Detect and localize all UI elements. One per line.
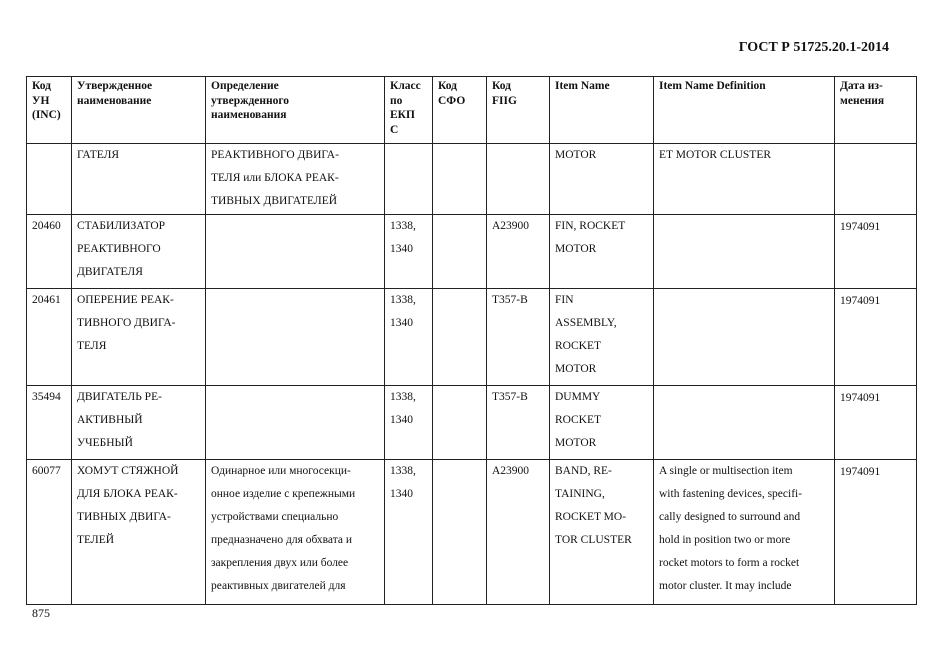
cell-text-line: A single or multisection item bbox=[659, 465, 793, 477]
cell-text-line: ASSEMBLY, bbox=[555, 317, 617, 329]
cell-text-line: FIN bbox=[555, 294, 574, 306]
cell-definition bbox=[206, 144, 385, 215]
cell-fiig bbox=[487, 144, 550, 215]
header-line: (INC) bbox=[32, 109, 61, 121]
cell-definition bbox=[206, 386, 385, 460]
cell-approved-name bbox=[72, 386, 206, 460]
classification-table bbox=[26, 76, 917, 605]
cell-text-line: 1338, bbox=[390, 391, 416, 403]
col-header-date bbox=[835, 77, 917, 144]
header-line: утвержденного bbox=[211, 94, 290, 107]
cell-text-line: ТИВНЫХ ДВИГА- bbox=[77, 511, 171, 523]
cell-text-line: ROCKET bbox=[555, 414, 601, 426]
cell-item-name bbox=[550, 460, 654, 605]
table-row bbox=[27, 289, 917, 386]
header-line: Код bbox=[438, 80, 458, 92]
cell-fiig: T357-B bbox=[487, 386, 550, 460]
cell-definition bbox=[206, 289, 385, 386]
cell-date: 1974091 bbox=[835, 460, 917, 605]
cell-text-line: 1340 bbox=[390, 317, 413, 329]
cell-text-line: АКТИВНЫЙ bbox=[77, 414, 143, 426]
header-line: Дата из- bbox=[840, 80, 883, 92]
cell-text-line: РЕАКТИВНОГО bbox=[77, 243, 161, 255]
cell-text-line: with fastening devices, specifi- bbox=[659, 488, 803, 500]
cell-approved-name bbox=[72, 215, 206, 289]
cell-sfo bbox=[433, 460, 487, 605]
cell-item-definition bbox=[654, 144, 835, 215]
cell-text-line: предназначено для обхвата и bbox=[211, 534, 353, 546]
cell-code: 60077 bbox=[27, 460, 72, 605]
table-body bbox=[27, 144, 917, 605]
col-header-class bbox=[385, 77, 433, 144]
cell-text-line: 1340 bbox=[390, 488, 413, 500]
cell-text-line: 1338, bbox=[390, 294, 416, 306]
cell-definition bbox=[206, 215, 385, 289]
cell-item-name bbox=[550, 289, 654, 386]
cell-date: 1974091 bbox=[835, 215, 917, 289]
cell-date: 1974091 bbox=[835, 386, 917, 460]
cell-item-name bbox=[550, 144, 654, 215]
cell-item-name bbox=[550, 386, 654, 460]
table-header-row bbox=[27, 77, 917, 144]
cell-text-line: реактивных двигателей для bbox=[211, 580, 346, 592]
cell-code: 20460 bbox=[27, 215, 72, 289]
cell-sfo bbox=[433, 386, 487, 460]
cell-text-line: BAND, RE- bbox=[555, 465, 612, 477]
cell-text-line: cally designed to surround and bbox=[659, 511, 801, 523]
cell-item-definition bbox=[654, 289, 835, 386]
cell-text-line: ROCKET bbox=[555, 340, 601, 352]
cell-text-line: ТЕЛЯ bbox=[77, 340, 107, 352]
col-header-item-name bbox=[550, 77, 654, 144]
cell-text-line: hold in position two or more bbox=[659, 534, 791, 546]
cell-text-line: устройствами специально bbox=[211, 511, 339, 523]
cell-text-line: ET MOTOR CLUSTER bbox=[659, 149, 772, 161]
cell-text-line: ТИВНОГО ДВИГА- bbox=[77, 317, 176, 329]
cell-sfo bbox=[433, 215, 487, 289]
header-line: FIIG bbox=[492, 94, 517, 107]
cell-approved-name bbox=[72, 460, 206, 605]
header-line: Код bbox=[32, 80, 52, 92]
cell-definition bbox=[206, 460, 385, 605]
cell-text-line: ДЛЯ БЛОКА РЕАК- bbox=[77, 488, 178, 500]
header-line: Класс bbox=[390, 80, 421, 92]
cell-text-line: 1338, bbox=[390, 465, 416, 477]
cell-class bbox=[385, 289, 433, 386]
cell-text-line: онное изделие с крепежными bbox=[211, 488, 356, 500]
cell-text-line: TAINING, bbox=[555, 488, 605, 500]
cell-text-line: УЧЕБНЫЙ bbox=[77, 437, 133, 449]
table-row bbox=[27, 460, 917, 605]
cell-text-line: rocket motors to form a rocket bbox=[659, 557, 800, 569]
cell-item-definition bbox=[654, 460, 835, 605]
header-line: ЕКП bbox=[390, 109, 415, 121]
cell-code: 20461 bbox=[27, 289, 72, 386]
col-header-sfo bbox=[433, 77, 487, 144]
table-row bbox=[27, 215, 917, 289]
cell-text-line: 1338, bbox=[390, 220, 416, 232]
cell-sfo bbox=[433, 144, 487, 215]
header-line: наименование bbox=[77, 94, 152, 107]
header-line: наименования bbox=[211, 109, 287, 121]
cell-text-line: DUMMY bbox=[555, 391, 601, 403]
cell-class bbox=[385, 460, 433, 605]
cell-text-line: ХОМУТ СТЯЖНОЙ bbox=[77, 465, 179, 477]
cell-approved-name bbox=[72, 144, 206, 215]
page-number: 875 bbox=[32, 606, 50, 620]
cell-text-line: 1340 bbox=[390, 414, 413, 426]
header-line: Определение bbox=[211, 80, 279, 92]
table-row bbox=[27, 144, 917, 215]
cell-text-line: закрепления двух или более bbox=[211, 557, 349, 569]
cell-approved-name bbox=[72, 289, 206, 386]
cell-text-line: ГАТЕЛЯ bbox=[77, 149, 120, 161]
standard-header: ГОСТ Р 51725.20.1-2014 bbox=[738, 40, 889, 55]
table-row bbox=[27, 386, 917, 460]
cell-fiig: A23900 bbox=[487, 215, 550, 289]
cell-text-line: motor cluster. It may include bbox=[659, 580, 792, 592]
header-line: Код bbox=[492, 80, 512, 92]
col-header-fiig bbox=[487, 77, 550, 144]
col-header-definition bbox=[206, 77, 385, 144]
cell-fiig: T357-B bbox=[487, 289, 550, 386]
cell-text-line: СТАБИЛИЗАТОР bbox=[77, 220, 166, 232]
cell-sfo bbox=[433, 289, 487, 386]
header-line: СФО bbox=[438, 94, 466, 107]
cell-date bbox=[835, 144, 917, 215]
cell-text-line: ROCKET MO- bbox=[555, 511, 627, 523]
cell-fiig: A23900 bbox=[487, 460, 550, 605]
cell-class bbox=[385, 215, 433, 289]
cell-text-line: ТИВНЫХ ДВИГАТЕЛЕЙ bbox=[211, 195, 338, 207]
cell-text-line: ДВИГАТЕЛЬ РЕ- bbox=[77, 391, 162, 403]
header-line: менения bbox=[840, 94, 885, 107]
cell-code: 35494 bbox=[27, 386, 72, 460]
cell-text-line: ДВИГАТЕЛЯ bbox=[77, 266, 143, 278]
cell-class bbox=[385, 144, 433, 215]
cell-text-line: MOTOR bbox=[555, 363, 597, 375]
header-line: Item Name Definition bbox=[659, 80, 766, 92]
col-header-code bbox=[27, 77, 72, 144]
col-header-item-definition bbox=[654, 77, 835, 144]
header-line: Утвержденное bbox=[77, 80, 153, 92]
col-header-name bbox=[72, 77, 206, 144]
cell-text-line: РЕАКТИВНОГО ДВИГА- bbox=[211, 149, 339, 161]
cell-text-line: MOTOR bbox=[555, 437, 597, 449]
header-line: Item Name bbox=[555, 80, 610, 92]
cell-text-line: 1340 bbox=[390, 243, 413, 255]
header-line: С bbox=[390, 123, 399, 136]
cell-text-line: Одинарное или многосекци- bbox=[211, 465, 351, 477]
cell-item-definition bbox=[654, 215, 835, 289]
cell-text-line: ОПЕРЕНИЕ РЕАК- bbox=[77, 294, 174, 306]
cell-class bbox=[385, 386, 433, 460]
cell-code bbox=[27, 144, 72, 215]
cell-date: 1974091 bbox=[835, 289, 917, 386]
cell-text-line: MOTOR bbox=[555, 243, 597, 255]
cell-text-line: TOR CLUSTER bbox=[555, 534, 632, 546]
cell-item-name bbox=[550, 215, 654, 289]
header-line: по bbox=[390, 94, 403, 107]
cell-text-line: ТЕЛЯ или БЛОКА РЕАК- bbox=[211, 172, 339, 184]
header-line: УН bbox=[32, 94, 50, 107]
cell-item-definition bbox=[654, 386, 835, 460]
cell-text-line: MOTOR bbox=[555, 149, 597, 161]
cell-text-line: ТЕЛЕЙ bbox=[77, 534, 115, 546]
cell-text-line: FIN, ROCKET bbox=[555, 220, 626, 232]
